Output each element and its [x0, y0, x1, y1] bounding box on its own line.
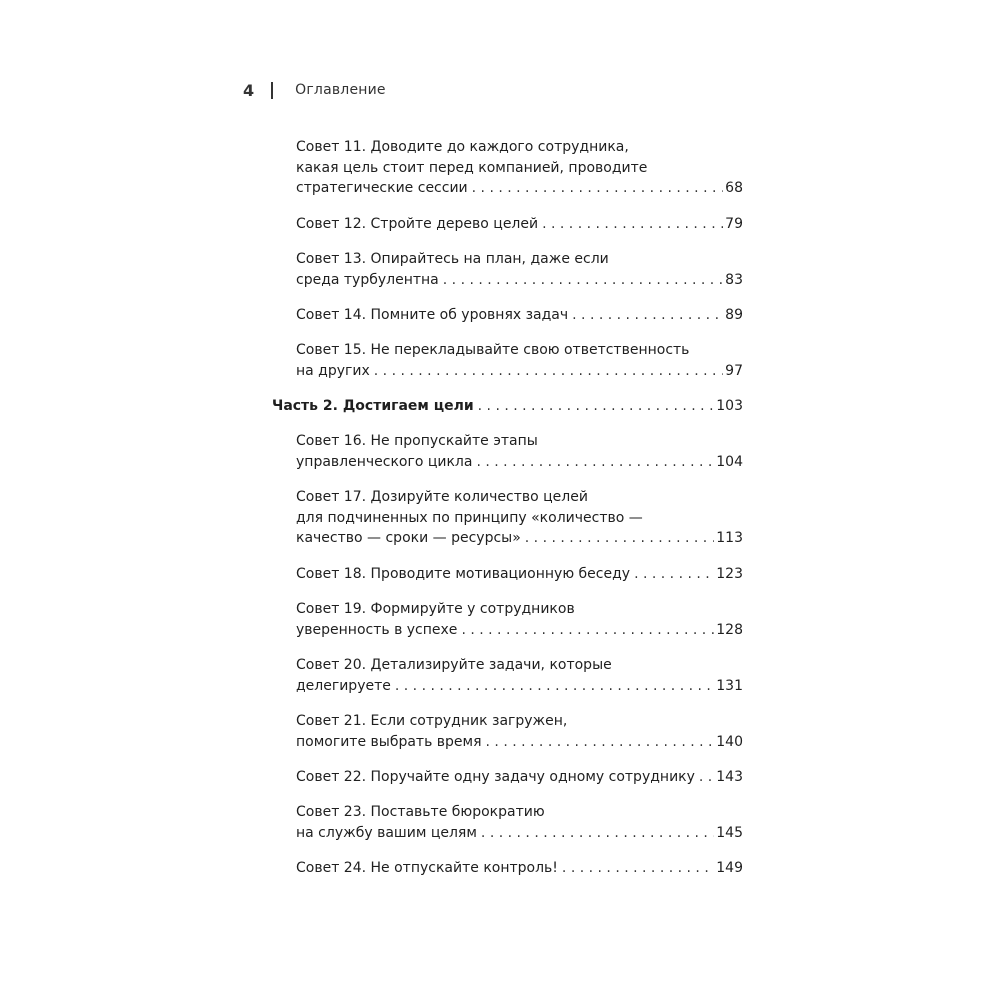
dot-leader: [542, 214, 723, 235]
toc-page-number: 140: [716, 733, 743, 750]
toc-page-number: 97: [725, 362, 743, 379]
toc-entry-title-line: Совет 20. Детализируйте задачи, которые: [296, 657, 612, 673]
dot-leader: [374, 361, 723, 382]
dot-leader: [478, 396, 715, 417]
toc-entry-title: Совет 14. Помните об уровнях задач: [296, 307, 569, 323]
toc-page-number: 89: [725, 307, 743, 323]
toc-entry-final-line: [296, 767, 743, 788]
toc-entry-title: делегируете: [296, 677, 391, 694]
toc-entry-title: помогите выбрать время: [296, 733, 482, 750]
toc-entry-final-line: [296, 452, 743, 473]
toc-page-number: 128: [716, 621, 743, 638]
dot-leader: [443, 270, 723, 291]
toc-page-number: 113: [716, 530, 743, 546]
toc-entry-title: Совет 12. Стройте дерево целей: [296, 216, 539, 232]
toc-entry: [296, 599, 743, 640]
toc-entry: [296, 340, 743, 381]
toc-entry-final-line: [296, 676, 743, 697]
toc-entry-final-line: [296, 214, 743, 235]
dot-leader: [486, 732, 715, 753]
toc-entry-title: на службу вашим целям: [296, 824, 477, 841]
toc-entry-final-line: [296, 270, 743, 291]
dot-leader: [525, 528, 714, 549]
toc-entry-final-line: [296, 732, 743, 753]
toc-entry: [296, 305, 743, 326]
toc-entry-title-line: Совет 11. Доводите до каждого сотрудника,: [296, 139, 629, 155]
toc-page-number: 123: [716, 566, 743, 582]
toc-page-number: 83: [725, 271, 743, 288]
toc-entry-title-line: Совет 16. Не пропускайте этапы: [296, 433, 538, 449]
toc-entry-title-line: Совет 13. Опирайтесь на план, даже если: [296, 251, 609, 267]
dot-leader: [395, 676, 714, 697]
toc-part-entry: [272, 396, 743, 417]
toc-entry-final-line: [296, 858, 743, 879]
toc-entry-title-line: какая цель стоит перед компанией, проводите: [296, 159, 648, 176]
toc-entry-title-line: Совет 17. Дозируйте количество целей: [296, 489, 588, 505]
dot-leader: [634, 564, 714, 585]
toc-entry: [296, 858, 743, 879]
toc-entry: [296, 564, 743, 585]
toc-entry-title: качество — сроки — ресурсы»: [296, 530, 521, 546]
toc-entry-title: управленческого цикла: [296, 453, 473, 470]
toc-entry: [296, 249, 743, 290]
toc-page-number: 104: [716, 453, 743, 470]
toc-entry-final-line: [296, 178, 743, 199]
dot-leader: [461, 620, 714, 641]
toc-page-number: 79: [725, 216, 743, 232]
toc-page-number: 68: [725, 180, 743, 196]
toc-entry-final-line: [296, 620, 743, 641]
dot-leader: [562, 858, 714, 879]
toc-entry-final-line: [296, 305, 743, 326]
toc-page-number: 131: [716, 677, 743, 694]
toc-entry-title: стратегические сессии: [296, 180, 468, 196]
toc-entry-final-line: [296, 564, 743, 585]
toc-entry-title: уверенность в успехе: [296, 621, 458, 638]
toc-entry-title-line: Совет 15. Не перекладывайте свою ответственность: [296, 342, 690, 358]
toc-page-number: 145: [716, 824, 743, 841]
toc-entry-title: на других: [296, 362, 370, 379]
dot-leader: [476, 452, 714, 473]
running-header-title: Оглавление: [295, 82, 386, 98]
toc-entry: [296, 767, 743, 788]
toc-entry: [296, 711, 743, 752]
toc-entry: [296, 214, 743, 235]
toc-entry-title: Часть 2. Достигаем цели: [272, 398, 474, 414]
toc-page-number: 149: [716, 860, 743, 876]
toc-entry-title-line: для подчиненных по принципу «количество —: [296, 509, 643, 526]
toc-entry: [296, 137, 743, 199]
toc-entry-title: Совет 24. Не отпускайте контроль!: [296, 860, 558, 876]
toc-entry: [296, 431, 743, 472]
toc-entry: [296, 487, 743, 549]
toc-entry-title-line: Совет 19. Формируйте у сотрудников: [296, 601, 575, 617]
toc-entry-title-line: Совет 21. Если сотрудник загружен,: [296, 713, 568, 729]
toc-entry-final-line: [296, 361, 743, 382]
dot-leader: [472, 178, 724, 199]
toc-entry-title: среда турбулентна: [296, 271, 439, 288]
toc-entry-final-line: [272, 396, 743, 417]
toc-entry: [296, 655, 743, 696]
toc-page-number: 143: [716, 769, 743, 785]
toc-entry-final-line: [296, 528, 743, 549]
page-number: 4: [243, 80, 255, 100]
toc-entry-title-line: Совет 23. Поставьте бюрократию: [296, 804, 545, 820]
toc-entry-final-line: [296, 823, 743, 844]
toc-page-number: 103: [716, 398, 743, 414]
dot-leader: [699, 767, 714, 788]
toc-entry-title: Совет 18. Проводите мотивационную беседу: [296, 566, 631, 582]
dot-leader: [572, 305, 723, 326]
toc-entry: [296, 802, 743, 843]
dot-leader: [481, 823, 714, 844]
toc-entry-title: Совет 22. Поручайте одну задачу одному сотруднику: [296, 769, 695, 785]
